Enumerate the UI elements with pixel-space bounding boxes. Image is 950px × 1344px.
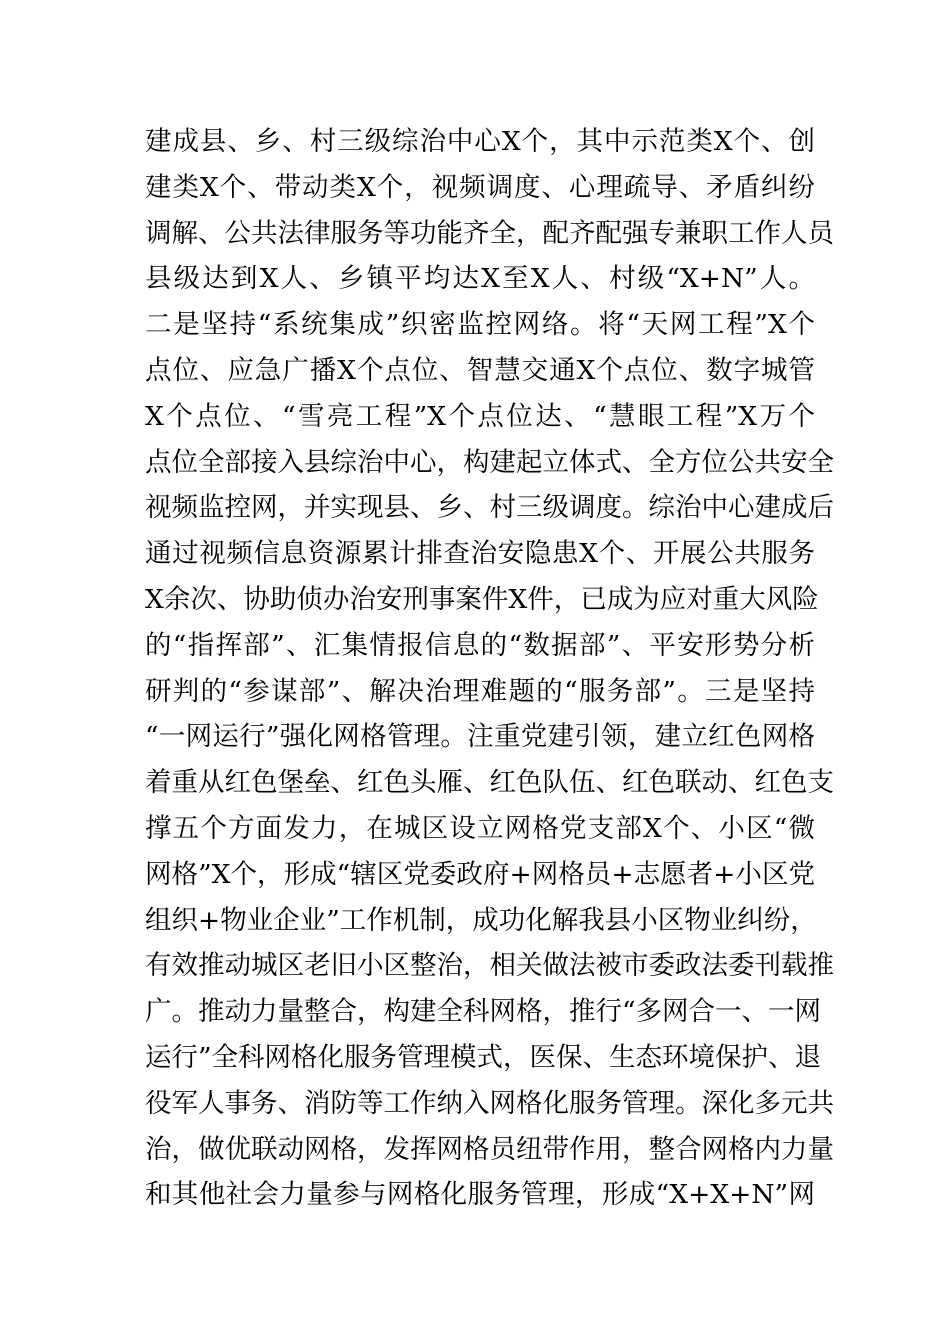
text-line: 役军人事务、消防等工作纳入网格化服务管理。深化多元共	[145, 1087, 834, 1119]
body-text	[145, 119, 834, 1218]
text-line: 有效推动城区老旧小区整治，相关做法被市委政法委刊载推	[145, 950, 834, 982]
text-line: 网格”X个，形成“辖区党委政府+网格员+志愿者+小区党	[145, 858, 815, 890]
text-line: 广。推动力量整合，构建全科网格，推行“多网合一、一网	[145, 996, 822, 1028]
text-line: 撑五个方面发力，在城区设立网格党支部X个、小区“微	[145, 812, 815, 844]
text-line: 着重从红色堡垒、红色头雁、红色队伍、红色联动、红色支	[145, 767, 834, 799]
text-line: 视频监控网，并实现县、乡、村三级调度。综治中心建成后	[145, 492, 834, 524]
text-line: 建类X个、带动类X个，视频调度、心理疏导、矛盾纠纷	[145, 171, 815, 203]
text-line: 研判的“参谋部”、解决治理难题的“服务部”。三是坚持	[145, 675, 815, 707]
text-line: 运行”全科网格化服务管理模式，医保、生态环境保护、退	[145, 1041, 822, 1073]
text-line: 治，做优联动网格，发挥网格员纽带作用，整合网格内力量	[145, 1133, 834, 1165]
text-line: X个点位、“雪亮工程”X个点位达、“慧眼工程”X万个	[145, 400, 815, 432]
text-line: 点位全部接入县综治中心，构建起立体式、全方位公共安全	[145, 446, 834, 478]
text-line: 点位、应急广播X个点位、智慧交通X个点位、数字城管	[145, 354, 815, 386]
text-line: X余次、协助侦办治安刑事案件X件，已成为应对重大风险	[145, 583, 819, 615]
text-line: 县级达到X人、乡镇平均达X至X人、村级“X+N”人。	[145, 263, 815, 295]
text-line: 和其他社会力量参与网格化服务管理，形成“X+X+N”网	[145, 1179, 815, 1211]
text-line: “一网运行”强化网格管理。注重党建引领，建立红色网格	[145, 721, 815, 753]
text-line: 的“指挥部”、汇集情报信息的“数据部”、平安形势分析	[145, 629, 815, 661]
text-line: 调解、公共法律服务等功能齐全，配齐配强专兼职工作人员	[145, 217, 834, 249]
text-line: 二是坚持“系统集成”织密监控网络。将“天网工程”X个	[145, 309, 815, 341]
text-line: 组织+物业企业”工作机制，成功化解我县小区物业纠纷，	[145, 904, 817, 936]
text-line: 通过视频信息资源累计排查治安隐患X个、开展公共服务	[145, 538, 815, 570]
text-line: 建成县、乡、村三级综治中心X个，其中示范类X个、创	[145, 126, 815, 157]
